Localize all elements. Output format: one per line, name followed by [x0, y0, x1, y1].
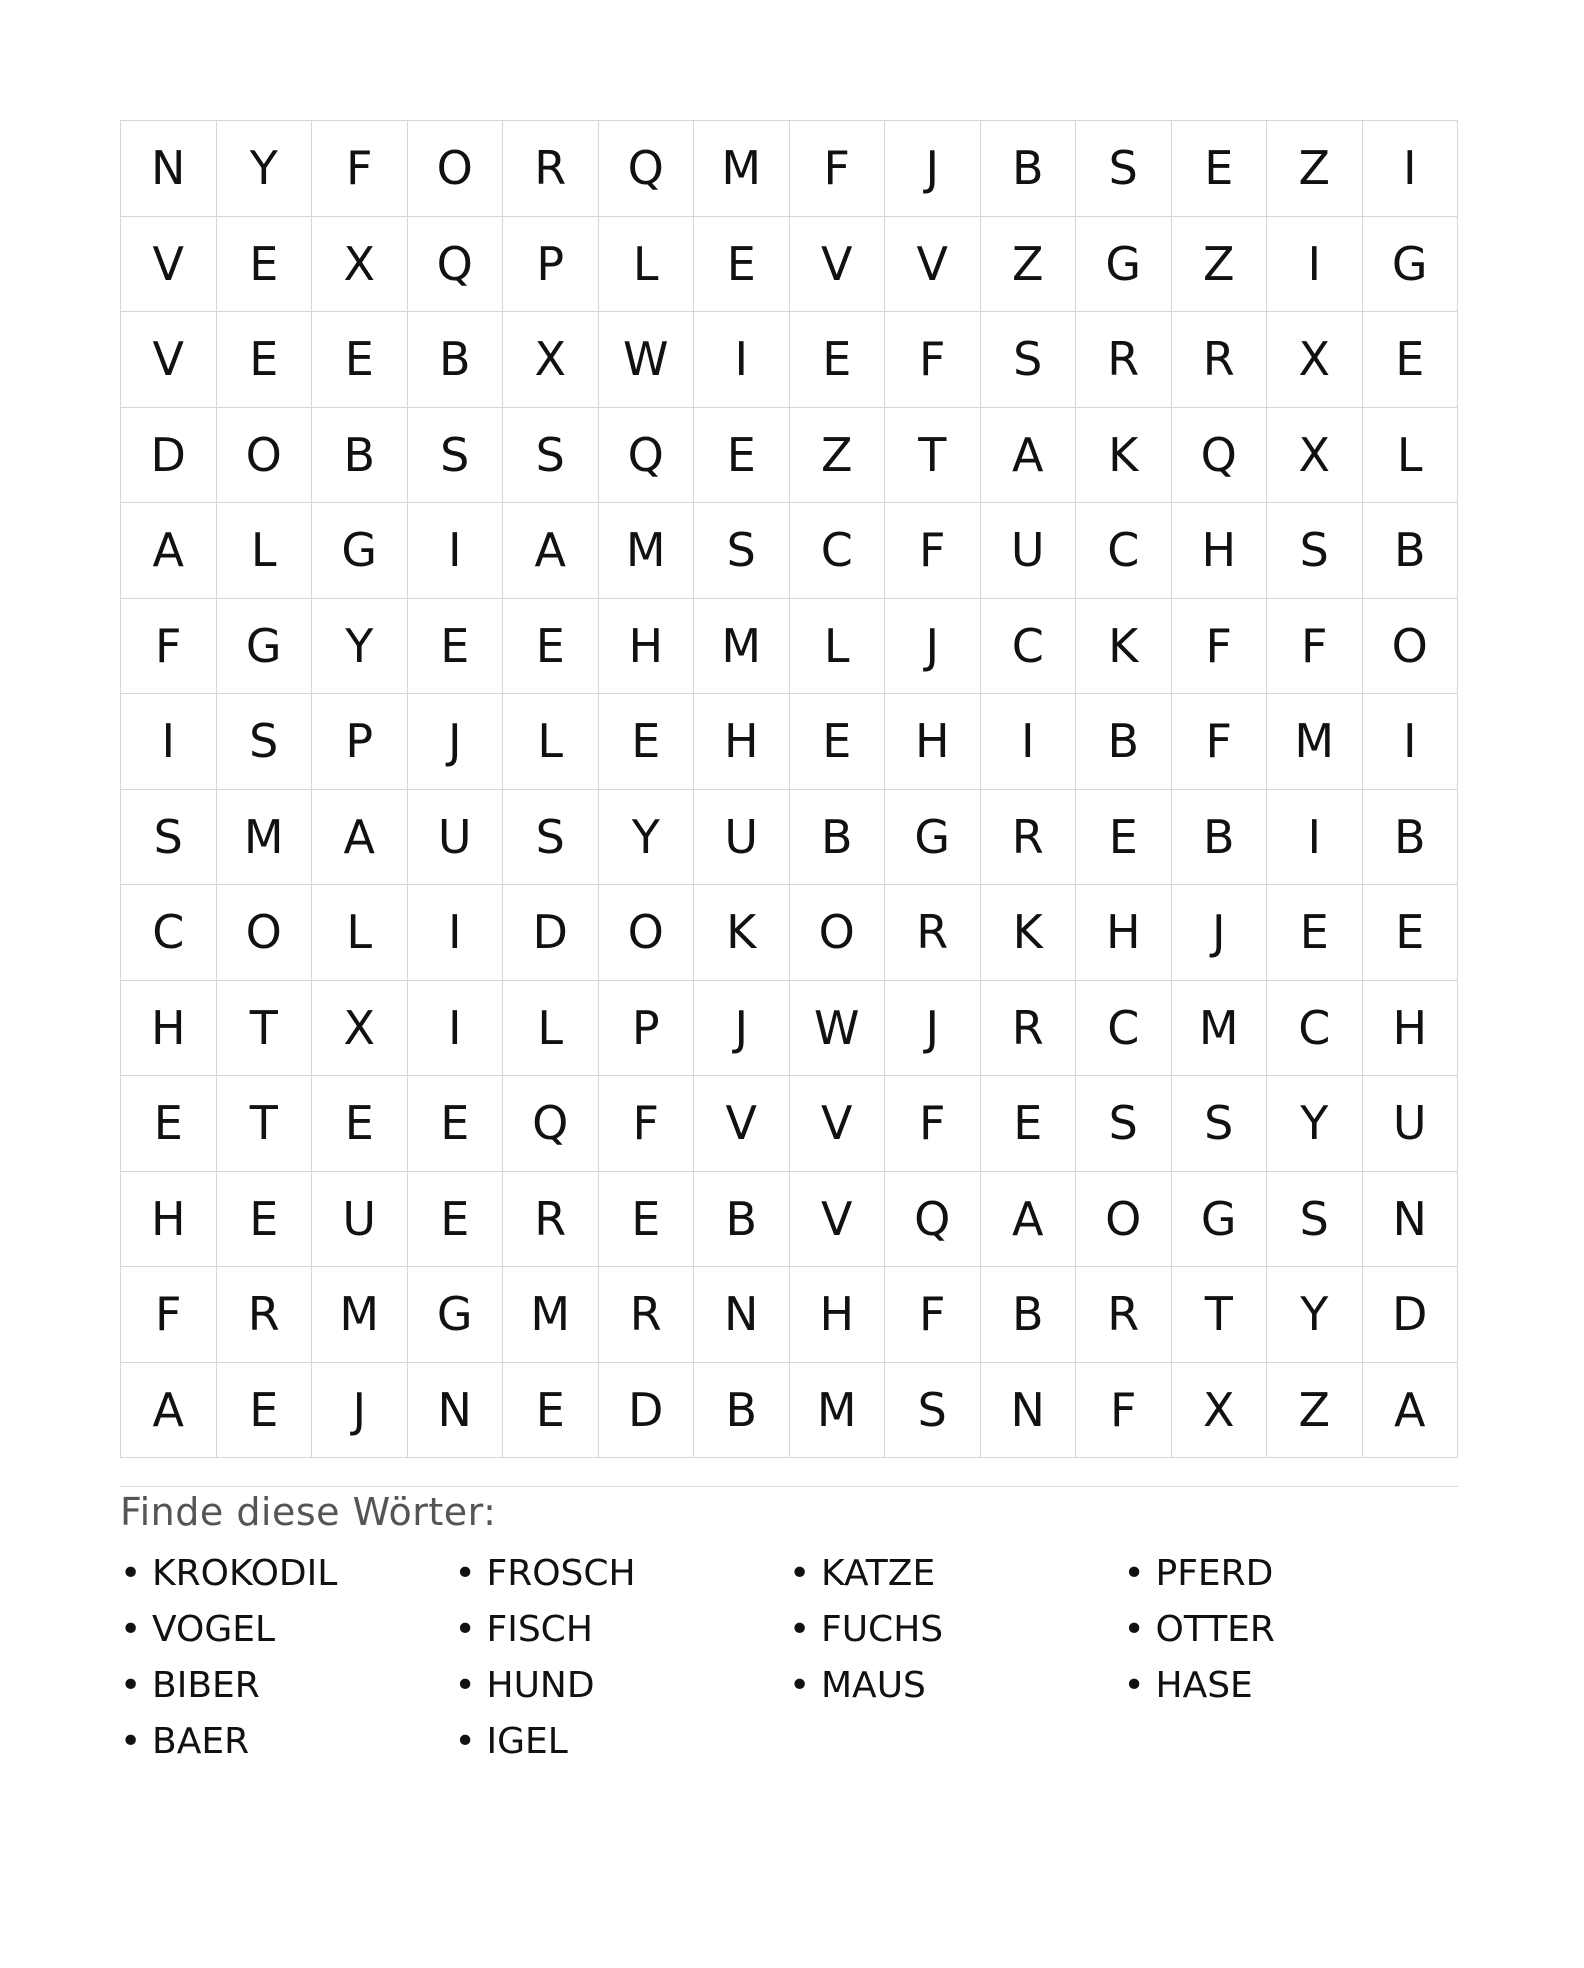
grid-cell[interactable]: R: [1076, 1267, 1172, 1363]
grid-cell[interactable]: E: [694, 408, 790, 504]
word-label: KROKODIL: [152, 1552, 338, 1594]
grid-cell[interactable]: E: [217, 1172, 313, 1268]
word-list-item: [120, 1601, 455, 1657]
grid-cell[interactable]: O: [1076, 1172, 1172, 1268]
grid-cell[interactable]: S: [694, 503, 790, 599]
grid-cell[interactable]: J: [1172, 885, 1268, 981]
word-label: FUCHS: [821, 1608, 944, 1650]
grid-cell[interactable]: T: [217, 1076, 313, 1172]
grid-cell[interactable]: H: [694, 694, 790, 790]
grid-cell[interactable]: E: [408, 1172, 504, 1268]
grid-cell[interactable]: H: [885, 694, 981, 790]
word-list-item: [455, 1657, 790, 1713]
grid-cell[interactable]: V: [885, 217, 981, 313]
grid-cell[interactable]: O: [599, 885, 695, 981]
grid-cell[interactable]: B: [408, 312, 504, 408]
grid-cell[interactable]: C: [790, 503, 886, 599]
grid-cell[interactable]: M: [503, 1267, 599, 1363]
grid-cell[interactable]: G: [1172, 1172, 1268, 1268]
grid-cell[interactable]: V: [790, 1076, 886, 1172]
grid-cell[interactable]: G: [217, 599, 313, 695]
grid-cell[interactable]: E: [312, 312, 408, 408]
grid-cell[interactable]: L: [503, 981, 599, 1077]
bullet-icon: •: [789, 1608, 811, 1650]
grid-cell[interactable]: I: [408, 503, 504, 599]
grid-cell[interactable]: J: [885, 599, 981, 695]
grid-cell[interactable]: P: [312, 694, 408, 790]
grid-cell[interactable]: R: [885, 885, 981, 981]
grid-cell[interactable]: K: [981, 885, 1077, 981]
bullet-icon: •: [454, 1552, 476, 1594]
grid-cell[interactable]: G: [1363, 217, 1459, 313]
grid-cell[interactable]: R: [981, 790, 1077, 886]
grid-cell[interactable]: H: [121, 1172, 217, 1268]
grid-cell[interactable]: G: [408, 1267, 504, 1363]
grid-cell[interactable]: E: [599, 1172, 695, 1268]
bullet-icon: •: [454, 1608, 476, 1650]
grid-cell[interactable]: N: [981, 1363, 1077, 1459]
grid-cell[interactable]: J: [408, 694, 504, 790]
word-label: BIBER: [152, 1664, 260, 1706]
grid-cell[interactable]: U: [408, 790, 504, 886]
grid-cell[interactable]: S: [1076, 121, 1172, 217]
grid-cell[interactable]: J: [885, 121, 981, 217]
grid-cell[interactable]: H: [1172, 503, 1268, 599]
grid-cell[interactable]: B: [1363, 503, 1459, 599]
grid-cell[interactable]: B: [1172, 790, 1268, 886]
grid-cell[interactable]: A: [121, 1363, 217, 1459]
grid-cell[interactable]: H: [1076, 885, 1172, 981]
grid-cell[interactable]: F: [121, 1267, 217, 1363]
grid-cell[interactable]: P: [599, 981, 695, 1077]
grid-cell[interactable]: I: [121, 694, 217, 790]
grid-cell[interactable]: B: [981, 1267, 1077, 1363]
grid-cell[interactable]: A: [312, 790, 408, 886]
grid-cell[interactable]: T: [885, 408, 981, 504]
letter-grid: [120, 120, 1458, 1458]
grid-cell[interactable]: H: [1363, 981, 1459, 1077]
grid-cell[interactable]: E: [1363, 885, 1459, 981]
grid-cell[interactable]: L: [599, 217, 695, 313]
grid-cell[interactable]: X: [1267, 408, 1363, 504]
grid-cell[interactable]: E: [599, 694, 695, 790]
grid-cell[interactable]: F: [1172, 694, 1268, 790]
word-label: VOGEL: [152, 1608, 276, 1650]
word-list-item: [1124, 1601, 1459, 1657]
grid-cell[interactable]: W: [599, 312, 695, 408]
grid-cell[interactable]: R: [1172, 312, 1268, 408]
grid-cell[interactable]: A: [503, 503, 599, 599]
word-list-item: [455, 1601, 790, 1657]
grid-cell[interactable]: U: [694, 790, 790, 886]
grid-cell[interactable]: S: [408, 408, 504, 504]
grid-cell[interactable]: C: [1076, 981, 1172, 1077]
grid-cell[interactable]: B: [694, 1363, 790, 1459]
grid-cell[interactable]: S: [217, 694, 313, 790]
grid-cell[interactable]: S: [1076, 1076, 1172, 1172]
grid-cell[interactable]: E: [1363, 312, 1459, 408]
grid-cell[interactable]: V: [790, 217, 886, 313]
grid-cell[interactable]: O: [1363, 599, 1459, 695]
grid-cell[interactable]: F: [1172, 599, 1268, 695]
grid-cell[interactable]: A: [981, 1172, 1077, 1268]
grid-cell[interactable]: E: [981, 1076, 1077, 1172]
grid-cell[interactable]: O: [217, 885, 313, 981]
grid-cell[interactable]: X: [1267, 312, 1363, 408]
grid-cell[interactable]: I: [408, 981, 504, 1077]
grid-cell[interactable]: B: [981, 121, 1077, 217]
bullet-icon: •: [789, 1664, 811, 1706]
bullet-icon: •: [789, 1552, 811, 1594]
grid-cell[interactable]: K: [694, 885, 790, 981]
grid-cell[interactable]: Z: [981, 217, 1077, 313]
grid-cell[interactable]: D: [503, 885, 599, 981]
grid-cell[interactable]: I: [981, 694, 1077, 790]
grid-cell[interactable]: L: [790, 599, 886, 695]
grid-cell[interactable]: H: [790, 1267, 886, 1363]
grid-cell[interactable]: E: [694, 217, 790, 313]
grid-cell[interactable]: F: [599, 1076, 695, 1172]
bullet-icon: •: [454, 1720, 476, 1762]
grid-cell[interactable]: F: [1267, 599, 1363, 695]
bullet-icon: •: [120, 1552, 142, 1594]
grid-cell[interactable]: H: [121, 981, 217, 1077]
grid-cell[interactable]: J: [312, 1363, 408, 1459]
grid-cell[interactable]: C: [1267, 981, 1363, 1077]
grid-cell[interactable]: K: [1076, 408, 1172, 504]
grid-cell[interactable]: F: [790, 121, 886, 217]
grid-cell[interactable]: U: [981, 503, 1077, 599]
grid-cell[interactable]: K: [1076, 599, 1172, 695]
word-list-item: [455, 1713, 790, 1769]
grid-cell[interactable]: M: [217, 790, 313, 886]
grid-cell[interactable]: Z: [1172, 217, 1268, 313]
grid-cell[interactable]: B: [790, 790, 886, 886]
grid-cell[interactable]: J: [694, 981, 790, 1077]
grid-cell[interactable]: H: [599, 599, 695, 695]
grid-cell[interactable]: V: [790, 1172, 886, 1268]
word-list: [120, 1545, 1458, 1769]
bullet-icon: •: [120, 1664, 142, 1706]
grid-cell[interactable]: A: [121, 503, 217, 599]
grid-cell[interactable]: E: [1172, 121, 1268, 217]
grid-cell[interactable]: W: [790, 981, 886, 1077]
grid-cell[interactable]: T: [1172, 1267, 1268, 1363]
grid-cell[interactable]: Y: [312, 599, 408, 695]
grid-cell[interactable]: S: [503, 408, 599, 504]
word-label: HUND: [486, 1664, 595, 1706]
grid-cell[interactable]: E: [503, 599, 599, 695]
bullet-icon: •: [454, 1664, 476, 1706]
grid-cell[interactable]: E: [217, 1363, 313, 1459]
grid-cell[interactable]: V: [694, 1076, 790, 1172]
word-label: PFERD: [1155, 1552, 1274, 1594]
grid-cell[interactable]: G: [1076, 217, 1172, 313]
grid-cell[interactable]: E: [1076, 790, 1172, 886]
grid-cell[interactable]: M: [599, 503, 695, 599]
divider: [120, 1486, 1458, 1487]
grid-cell[interactable]: L: [312, 885, 408, 981]
grid-cell[interactable]: F: [1076, 1363, 1172, 1459]
grid-cell[interactable]: Y: [217, 121, 313, 217]
grid-cell[interactable]: I: [1363, 694, 1459, 790]
bullet-icon: •: [1123, 1552, 1145, 1594]
grid-cell[interactable]: O: [790, 885, 886, 981]
grid-cell[interactable]: V: [121, 217, 217, 313]
grid-cell[interactable]: E: [790, 312, 886, 408]
word-label: KATZE: [821, 1552, 936, 1594]
word-label: OTTER: [1155, 1608, 1275, 1650]
grid-cell[interactable]: E: [408, 599, 504, 695]
grid-cell[interactable]: Q: [599, 121, 695, 217]
grid-cell[interactable]: B: [694, 1172, 790, 1268]
grid-cell[interactable]: S: [1172, 1076, 1268, 1172]
grid-cell[interactable]: S: [885, 1363, 981, 1459]
word-label: IGEL: [486, 1720, 568, 1762]
word-label: FISCH: [486, 1608, 593, 1650]
grid-cell[interactable]: F: [312, 121, 408, 217]
word-list-item: [789, 1545, 1124, 1601]
grid-cell[interactable]: N: [1363, 1172, 1459, 1268]
word-list-item: [455, 1545, 790, 1601]
grid-cell[interactable]: S: [981, 312, 1077, 408]
grid-cell[interactable]: D: [599, 1363, 695, 1459]
grid-cell[interactable]: M: [1172, 981, 1268, 1077]
grid-cell[interactable]: E: [503, 1363, 599, 1459]
bullet-icon: •: [1123, 1664, 1145, 1706]
grid-cell[interactable]: Q: [408, 217, 504, 313]
grid-cell[interactable]: Q: [503, 1076, 599, 1172]
grid-cell[interactable]: X: [1172, 1363, 1268, 1459]
grid-cell[interactable]: B: [1076, 694, 1172, 790]
grid-cell[interactable]: R: [1076, 312, 1172, 408]
bullet-icon: •: [120, 1720, 142, 1762]
word-list-item: [1124, 1545, 1459, 1601]
grid-cell[interactable]: M: [312, 1267, 408, 1363]
grid-cell[interactable]: E: [408, 1076, 504, 1172]
word-list-item: [120, 1545, 455, 1601]
grid-cell[interactable]: O: [408, 121, 504, 217]
grid-cell[interactable]: G: [885, 790, 981, 886]
grid-cell[interactable]: X: [503, 312, 599, 408]
grid-cell[interactable]: M: [694, 121, 790, 217]
grid-cell[interactable]: G: [312, 503, 408, 599]
grid-cell[interactable]: U: [312, 1172, 408, 1268]
grid-cell[interactable]: Q: [885, 1172, 981, 1268]
grid-cell[interactable]: F: [885, 503, 981, 599]
grid-cell[interactable]: L: [1363, 408, 1459, 504]
word-label: FROSCH: [486, 1552, 636, 1594]
grid-cell[interactable]: E: [121, 1076, 217, 1172]
grid-cell[interactable]: B: [1363, 790, 1459, 886]
grid-cell[interactable]: C: [121, 885, 217, 981]
grid-cell[interactable]: B: [312, 408, 408, 504]
grid-cell[interactable]: D: [121, 408, 217, 504]
grid-cell[interactable]: J: [885, 981, 981, 1077]
grid-cell[interactable]: R: [599, 1267, 695, 1363]
bullet-icon: •: [1123, 1608, 1145, 1650]
grid-cell[interactable]: Z: [790, 408, 886, 504]
grid-cell[interactable]: S: [1267, 503, 1363, 599]
grid-cell[interactable]: I: [694, 312, 790, 408]
words-heading: Finde diese Wörter:: [120, 1490, 497, 1534]
grid-cell[interactable]: O: [217, 408, 313, 504]
grid-cell[interactable]: Y: [1267, 1267, 1363, 1363]
grid-cell[interactable]: F: [885, 1267, 981, 1363]
grid-cell[interactable]: Q: [599, 408, 695, 504]
grid-cell[interactable]: Y: [1267, 1076, 1363, 1172]
word-label: BAER: [152, 1720, 250, 1762]
grid-cell[interactable]: Q: [1172, 408, 1268, 504]
grid-cell[interactable]: E: [1267, 885, 1363, 981]
grid-cell[interactable]: P: [503, 217, 599, 313]
word-list-item: [789, 1601, 1124, 1657]
grid-cell[interactable]: C: [1076, 503, 1172, 599]
grid-cell[interactable]: F: [885, 312, 981, 408]
grid-cell[interactable]: A: [1363, 1363, 1459, 1459]
grid-cell[interactable]: M: [694, 599, 790, 695]
grid-cell[interactable]: N: [408, 1363, 504, 1459]
grid-cell[interactable]: Z: [1267, 1363, 1363, 1459]
grid-cell[interactable]: I: [1267, 217, 1363, 313]
grid-cell[interactable]: Z: [1267, 121, 1363, 217]
grid-cell[interactable]: N: [121, 121, 217, 217]
grid-cell[interactable]: E: [217, 312, 313, 408]
grid-cell[interactable]: S: [1267, 1172, 1363, 1268]
grid-cell[interactable]: S: [503, 790, 599, 886]
grid-cell[interactable]: M: [1267, 694, 1363, 790]
word-list-item: [1124, 1657, 1459, 1713]
grid-cell[interactable]: L: [503, 694, 599, 790]
grid-cell[interactable]: A: [981, 408, 1077, 504]
grid-cell[interactable]: E: [217, 217, 313, 313]
grid-cell[interactable]: T: [217, 981, 313, 1077]
word-label: HASE: [1155, 1664, 1253, 1706]
grid-cell[interactable]: X: [312, 981, 408, 1077]
word-list-item: [789, 1657, 1124, 1713]
grid-cell[interactable]: F: [885, 1076, 981, 1172]
bullet-icon: •: [120, 1608, 142, 1650]
grid-cell[interactable]: M: [790, 1363, 886, 1459]
grid-cell[interactable]: I: [1267, 790, 1363, 886]
word-list-item: [120, 1713, 455, 1769]
grid-cell[interactable]: F: [121, 599, 217, 695]
grid-cell[interactable]: R: [217, 1267, 313, 1363]
grid-cell[interactable]: I: [1363, 121, 1459, 217]
grid-cell[interactable]: N: [694, 1267, 790, 1363]
word-list-item: [120, 1657, 455, 1713]
grid-cell[interactable]: X: [312, 217, 408, 313]
grid-cell[interactable]: R: [503, 121, 599, 217]
grid-cell[interactable]: C: [981, 599, 1077, 695]
grid-cell[interactable]: S: [121, 790, 217, 886]
grid-cell[interactable]: L: [217, 503, 313, 599]
word-label: MAUS: [821, 1664, 926, 1706]
grid-cell[interactable]: R: [981, 981, 1077, 1077]
grid-cell[interactable]: V: [121, 312, 217, 408]
grid-cell[interactable]: Y: [599, 790, 695, 886]
grid-cell[interactable]: E: [790, 694, 886, 790]
grid-cell[interactable]: U: [1363, 1076, 1459, 1172]
grid-cell[interactable]: E: [312, 1076, 408, 1172]
grid-cell[interactable]: R: [503, 1172, 599, 1268]
grid-cell[interactable]: I: [408, 885, 504, 981]
grid-cell[interactable]: D: [1363, 1267, 1459, 1363]
